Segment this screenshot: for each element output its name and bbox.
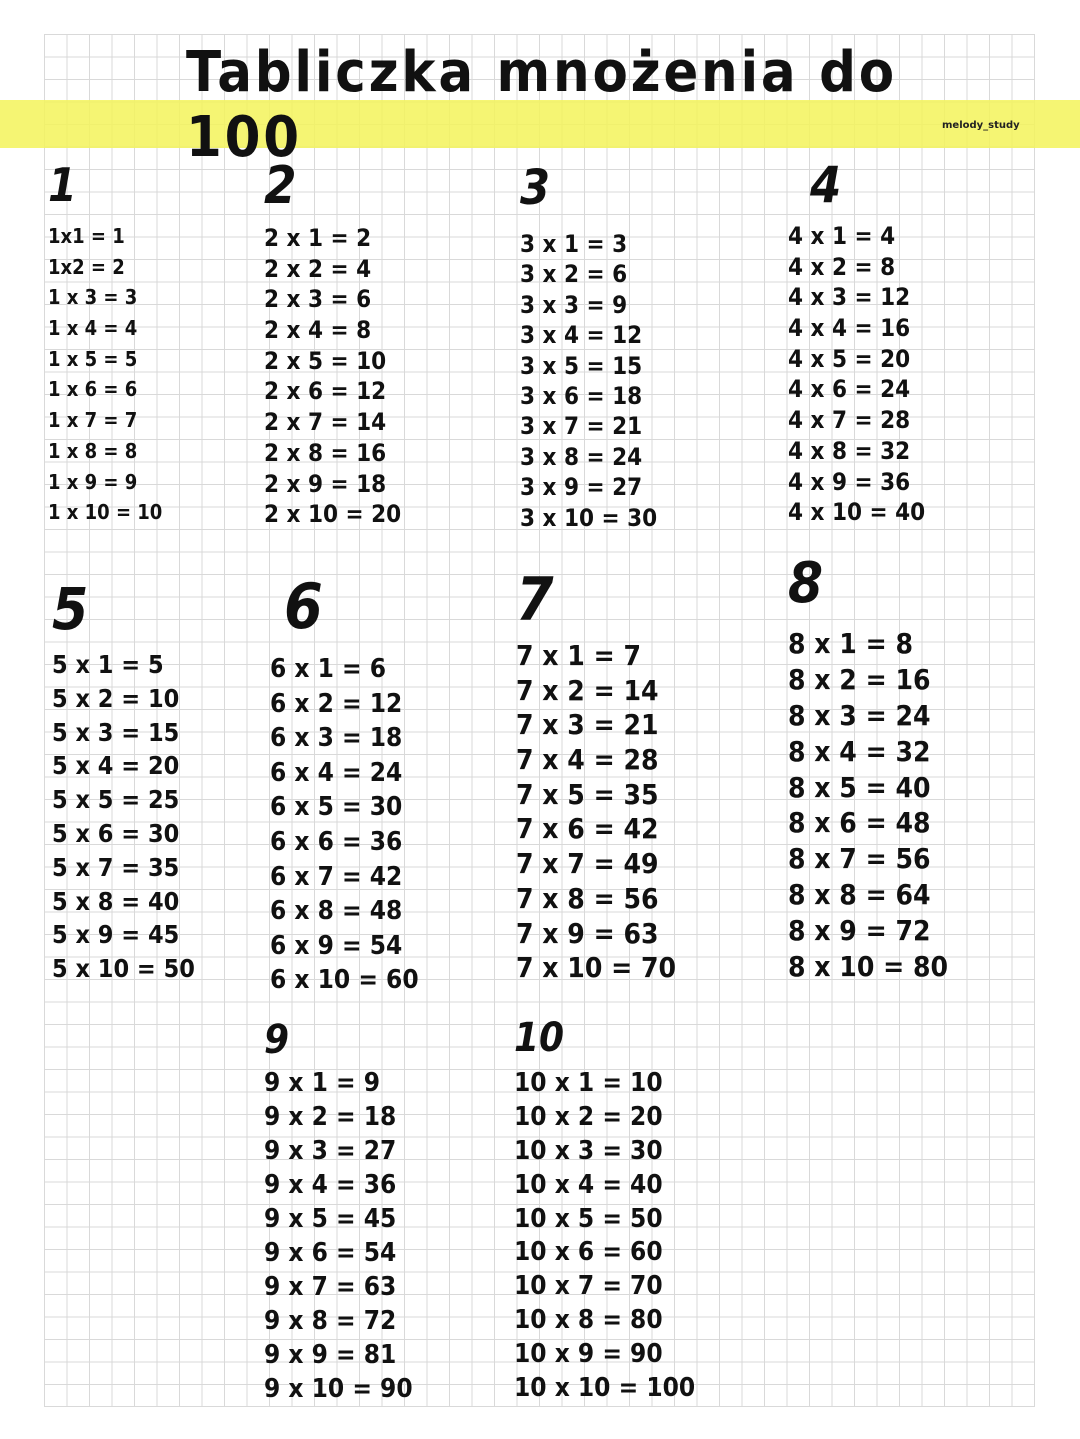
equation-row: 7 x 8 = 56 xyxy=(516,881,659,915)
equation-row: 6 x 5 = 30 xyxy=(270,792,403,823)
equation-row: 10 x 8 = 80 xyxy=(514,1305,663,1336)
equation-row: 5 x 4 = 20 xyxy=(52,751,180,781)
table-rows xyxy=(264,1070,413,1410)
equation-row: 4 x 9 = 36 xyxy=(788,467,911,496)
equation-row: 10 x 6 = 60 xyxy=(514,1237,663,1268)
equation-row: 5 x 5 = 25 xyxy=(52,785,180,815)
equation-row: 5 x 3 = 15 xyxy=(52,717,180,747)
equation-row: 3 x 5 = 15 xyxy=(520,351,643,380)
table-4 xyxy=(788,156,926,531)
equation-row: 5 x 10 = 50 xyxy=(52,954,195,984)
equation-row: 9 x 5 = 45 xyxy=(264,1204,397,1234)
equation-row: 1x2 = 2 xyxy=(48,254,125,279)
author-watermark: melody_study xyxy=(942,120,1020,131)
equation-row: 9 x 1 = 9 xyxy=(264,1068,381,1098)
equation-row: 9 x 9 = 81 xyxy=(264,1340,397,1370)
equation-row: 2 x 4 = 8 xyxy=(264,316,372,345)
equation-row: 9 x 2 = 18 xyxy=(264,1102,397,1132)
equation-row: 6 x 9 = 54 xyxy=(270,930,403,961)
equation-row: 7 x 9 = 63 xyxy=(516,916,659,950)
table-heading: 6 xyxy=(284,570,323,643)
equation-row: 4 x 10 = 40 xyxy=(788,498,926,527)
equation-row: 9 x 6 = 54 xyxy=(264,1238,397,1268)
table-heading: 8 xyxy=(788,551,824,616)
equation-row: 9 x 10 = 90 xyxy=(264,1374,413,1404)
table-8 xyxy=(788,551,949,989)
equation-row: 8 x 9 = 72 xyxy=(788,914,931,948)
equation-row: 3 x 10 = 30 xyxy=(520,503,658,532)
equation-row: 8 x 3 = 24 xyxy=(788,698,931,732)
table-10 xyxy=(514,1015,696,1409)
equation-row: 7 x 2 = 14 xyxy=(516,673,659,707)
table-5 xyxy=(52,575,195,990)
equation-row: 5 x 6 = 30 xyxy=(52,818,180,848)
table-rows xyxy=(788,224,925,531)
equation-row: 2 x 8 = 16 xyxy=(264,438,387,467)
table-heading: 1 xyxy=(48,158,77,212)
equation-row: 6 x 10 = 60 xyxy=(270,965,419,996)
table-heading: 9 xyxy=(264,1017,290,1063)
equation-row: 6 x 6 = 36 xyxy=(270,826,403,857)
equation-row: 6 x 8 = 48 xyxy=(270,896,403,927)
table-9 xyxy=(264,1017,413,1410)
table-heading: 4 xyxy=(810,156,842,214)
equation-row: 4 x 8 = 32 xyxy=(788,436,911,465)
equation-row: 7 x 5 = 35 xyxy=(516,777,659,811)
equation-row: 4 x 1 = 4 xyxy=(788,222,896,250)
equation-row: 1 x 7 = 7 xyxy=(48,408,138,433)
table-rows xyxy=(516,639,677,989)
equation-row: 8 x 7 = 56 xyxy=(788,842,931,876)
equation-row: 5 x 8 = 40 xyxy=(52,886,180,916)
equation-row: 4 x 6 = 24 xyxy=(788,375,911,404)
equation-row: 6 x 4 = 24 xyxy=(270,757,403,788)
equation-row: 10 x 1 = 10 xyxy=(514,1068,663,1098)
equation-row: 8 x 8 = 64 xyxy=(788,878,931,912)
equation-row: 10 x 9 = 90 xyxy=(514,1339,663,1370)
equation-row: 6 x 1 = 6 xyxy=(270,654,387,684)
table-7 xyxy=(516,565,677,989)
equation-row: 6 x 7 = 42 xyxy=(270,861,403,892)
table-1 xyxy=(48,158,163,533)
equation-row: 7 x 7 = 49 xyxy=(516,847,659,881)
equation-row: 10 x 10 = 100 xyxy=(514,1373,696,1404)
equation-row: 2 x 1 = 2 xyxy=(264,224,372,252)
equation-row: 1 x 5 = 5 xyxy=(48,346,138,371)
equation-row: 5 x 9 = 45 xyxy=(52,920,180,950)
equation-row: 3 x 7 = 21 xyxy=(520,412,643,441)
table-heading: 2 xyxy=(264,156,297,216)
equation-row: 5 x 2 = 10 xyxy=(52,683,180,713)
equation-row: 1 x 3 = 3 xyxy=(48,285,138,310)
table-heading: 7 xyxy=(516,565,554,635)
equation-row: 10 x 4 = 40 xyxy=(514,1169,663,1200)
table-2 xyxy=(264,156,402,533)
table-heading: 5 xyxy=(52,575,89,643)
equation-row: 2 x 9 = 18 xyxy=(264,469,387,498)
equation-row: 7 x 1 = 7 xyxy=(516,639,641,672)
equation-row: 8 x 10 = 80 xyxy=(788,950,949,984)
table-rows xyxy=(788,627,949,989)
equation-row: 3 x 2 = 6 xyxy=(520,260,628,289)
equation-row: 2 x 7 = 14 xyxy=(264,408,387,437)
equation-row: 7 x 4 = 28 xyxy=(516,743,659,777)
equation-row: 4 x 4 = 16 xyxy=(788,314,911,343)
equation-row: 9 x 8 = 72 xyxy=(264,1306,397,1336)
equation-row: 3 x 6 = 18 xyxy=(520,381,643,410)
equation-row: 2 x 5 = 10 xyxy=(264,346,387,375)
table-heading: 10 xyxy=(514,1015,565,1061)
table-rows xyxy=(514,1070,695,1409)
equation-row: 2 x 2 = 4 xyxy=(264,254,372,283)
equation-row: 8 x 6 = 48 xyxy=(788,806,931,840)
equation-row: 8 x 2 = 16 xyxy=(788,662,931,696)
equation-row: 8 x 5 = 40 xyxy=(788,770,931,804)
equation-row: 6 x 3 = 18 xyxy=(270,723,403,754)
table-rows xyxy=(48,226,162,533)
equation-row: 5 x 1 = 5 xyxy=(52,650,164,679)
equation-row: 9 x 3 = 27 xyxy=(264,1136,397,1166)
equation-row: 1x1 = 1 xyxy=(48,224,125,248)
table-rows xyxy=(264,226,401,533)
equation-row: 3 x 8 = 24 xyxy=(520,442,643,471)
equation-row: 9 x 4 = 36 xyxy=(264,1170,397,1200)
equation-row: 1 x 4 = 4 xyxy=(48,316,138,341)
equation-row: 3 x 9 = 27 xyxy=(520,473,643,502)
equation-row: 4 x 3 = 12 xyxy=(788,283,911,312)
equation-row: 1 x 8 = 8 xyxy=(48,438,138,463)
equation-row: 7 x 6 = 42 xyxy=(516,812,659,846)
equation-row: 1 x 6 = 6 xyxy=(48,377,138,402)
equation-row: 6 x 2 = 12 xyxy=(270,688,403,719)
equation-row: 9 x 7 = 63 xyxy=(264,1272,397,1302)
equation-row: 10 x 3 = 30 xyxy=(514,1135,663,1166)
table-rows xyxy=(52,652,195,990)
table-rows xyxy=(520,232,657,536)
table-6 xyxy=(270,570,419,1002)
equation-row: 2 x 3 = 6 xyxy=(264,285,372,314)
equation-row: 7 x 10 = 70 xyxy=(516,951,677,985)
equation-row: 1 x 10 = 10 xyxy=(48,500,163,525)
equation-row: 4 x 2 = 8 xyxy=(788,252,896,281)
equation-row: 2 x 6 = 12 xyxy=(264,377,387,406)
equation-row: 4 x 5 = 20 xyxy=(788,344,911,373)
page-title: Tabliczka mnożenia do 100 xyxy=(186,40,897,170)
equation-row: 3 x 4 = 12 xyxy=(520,321,643,350)
equation-row: 8 x 1 = 8 xyxy=(788,627,913,660)
table-heading: 3 xyxy=(520,160,551,216)
equation-row: 10 x 2 = 20 xyxy=(514,1101,663,1132)
equation-row: 10 x 5 = 50 xyxy=(514,1203,663,1234)
equation-row: 10 x 7 = 70 xyxy=(514,1271,663,1302)
equation-row: 4 x 7 = 28 xyxy=(788,406,911,435)
table-rows xyxy=(270,656,419,1002)
equation-row: 5 x 7 = 35 xyxy=(52,852,180,882)
table-3 xyxy=(520,160,658,536)
equation-row: 3 x 3 = 9 xyxy=(520,290,628,319)
equation-row: 1 x 9 = 9 xyxy=(48,469,138,494)
equation-row: 8 x 4 = 32 xyxy=(788,734,931,768)
equation-row: 3 x 1 = 3 xyxy=(520,230,628,258)
equation-row: 7 x 3 = 21 xyxy=(516,708,659,742)
equation-row: 2 x 10 = 20 xyxy=(264,500,402,529)
